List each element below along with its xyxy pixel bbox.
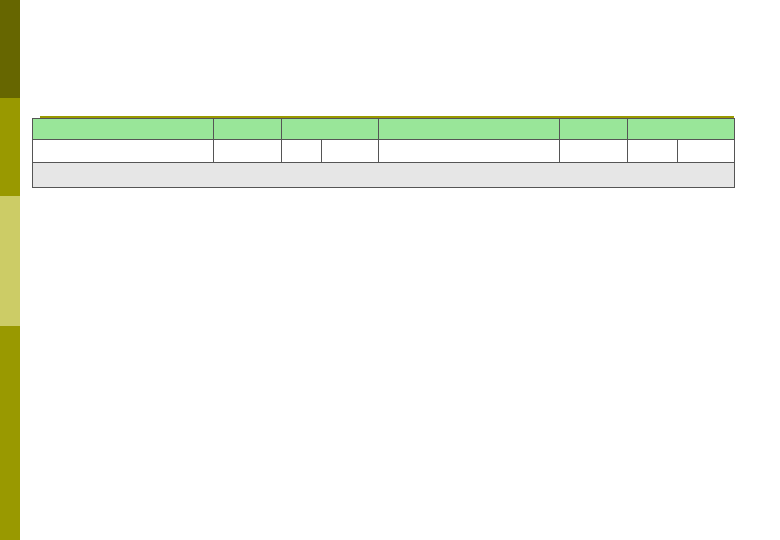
section-row xyxy=(33,163,735,188)
years-row xyxy=(33,140,735,163)
import-header xyxy=(379,119,560,140)
year-cell xyxy=(322,140,379,163)
import-share-header xyxy=(628,119,735,140)
left-accent-bar-2 xyxy=(0,98,20,196)
year-cell xyxy=(678,140,735,163)
year-cell xyxy=(628,140,678,163)
year-cell xyxy=(214,140,282,163)
trade-table xyxy=(32,118,735,188)
export-share-header xyxy=(282,119,379,140)
export-header xyxy=(33,119,214,140)
header-row xyxy=(33,119,735,140)
year-cell xyxy=(560,140,628,163)
section-label xyxy=(33,163,735,188)
year-cell xyxy=(282,140,322,163)
left-accent-bar-top xyxy=(0,0,20,98)
left-accent-bar-3 xyxy=(0,196,20,326)
left-accent-bar-bottom xyxy=(0,326,20,540)
import-value-header xyxy=(560,119,628,140)
export-value-header xyxy=(214,119,282,140)
